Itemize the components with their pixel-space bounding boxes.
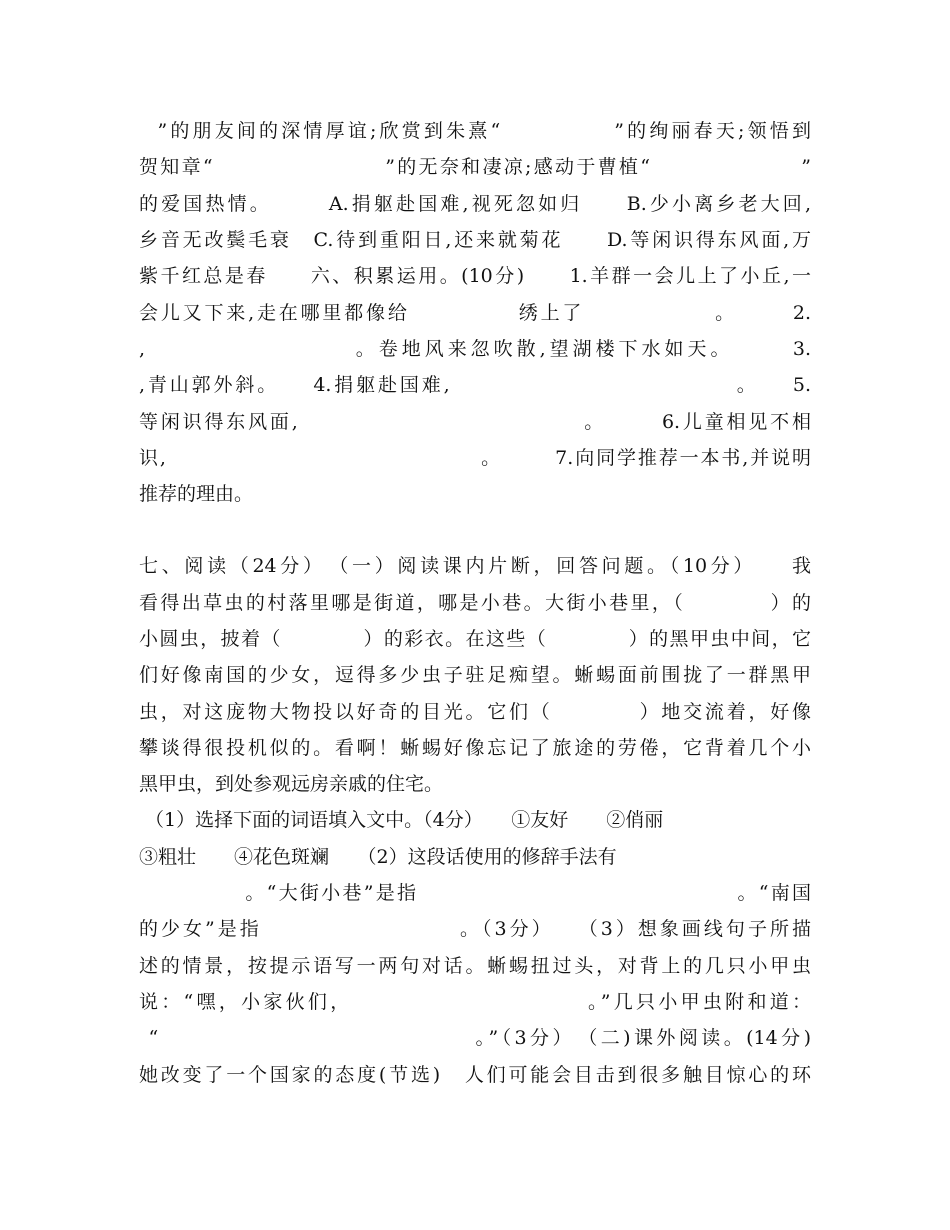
text-line: 的少女”是指 。（3分） （3）想象画线句子所描 [139, 918, 811, 940]
text-line: 识, 。 7.向同学推荐一本书,并说明 [139, 447, 811, 469]
text-line: ,青山郭外斜。 4.捐躯赴国难, 。 5. [139, 374, 811, 396]
text-line: 紫千红总是春 六、积累运用。(10分) 1.羊群一会儿上了小丘,一 [139, 265, 811, 287]
text-line: 述的情景，按提示语写一两句对话。蜥蜴扭过头，对背上的几只小甲虫 [139, 955, 811, 977]
text-line: 她改变了一个国家的态度(节选) 人们可能会目击到很多触目惊心的环 [139, 1064, 811, 1086]
text-line: 贺知章“ ”的无奈和凄凉;感动于曹植“ ” [139, 156, 811, 178]
text-line: 等闲识得东风面, 。 6.儿童相见不相 [139, 411, 811, 433]
text-line: 攀谈得很投机似的。看啊！蜥蜴好像忘记了旅途的劳倦，它背着几个小 [139, 737, 811, 759]
text-line: 乡音无改鬓毛衰 C.待到重阳日,还来就菊花 D.等闲识得东风面,万 [139, 229, 811, 251]
text-line: 会儿又下来,走在哪里都像给 绣上了 。 2. [139, 302, 811, 324]
text-line: 看得出草虫的村落里哪是街道，哪是小巷。大街小巷里，（ ）的 [139, 592, 811, 614]
text-line: , 。卷地风来忽吹散,望湖楼下水如天。 3. [139, 338, 811, 360]
text-line: ③粗壮 ④花色斑斓 （2）这段话使用的修辞手法有 [139, 846, 617, 868]
text-line: ”的朋友间的深情厚谊;欣赏到朱熹“ ”的绚丽春天;领悟到 [139, 120, 811, 142]
text-line: 们好像南国的少女，逗得多少虫子驻足痴望。蜥蜴面前围拢了一群黑甲 [139, 664, 811, 686]
text-line: 说：“嘿，小家伙们， 。”几只小甲虫附和道： [139, 991, 811, 1013]
text-line: 小圆虫，披着（ ）的彩衣。在这些（ ）的黑甲虫中间，它 [139, 628, 811, 650]
text-line: 推荐的理由。 [139, 483, 254, 505]
section-heading-line: 七、阅读（24分） （一）阅读课内片断，回答问题。（10分） 我 [139, 555, 811, 577]
text-line: “ 。”（3分） （二)课外阅读。(14分) [139, 1027, 811, 1049]
text-line: 黑甲虫，到处参观远房亲戚的住宅。 [139, 773, 444, 795]
text-line: 虫，对这庞物大物投以好奇的目光。它们（ ）地交流着，好像 [139, 701, 811, 723]
text-line: 的爱国热情。 A.捐躯赴国难,视死忽如归 B.少小离乡老大回, [139, 193, 811, 215]
text-line: （1）选择下面的词语填入文中。（4分） ①友好 ②俏丽 [139, 809, 664, 831]
text-line: 。“大街小巷”是指 。“南国 [139, 882, 811, 904]
